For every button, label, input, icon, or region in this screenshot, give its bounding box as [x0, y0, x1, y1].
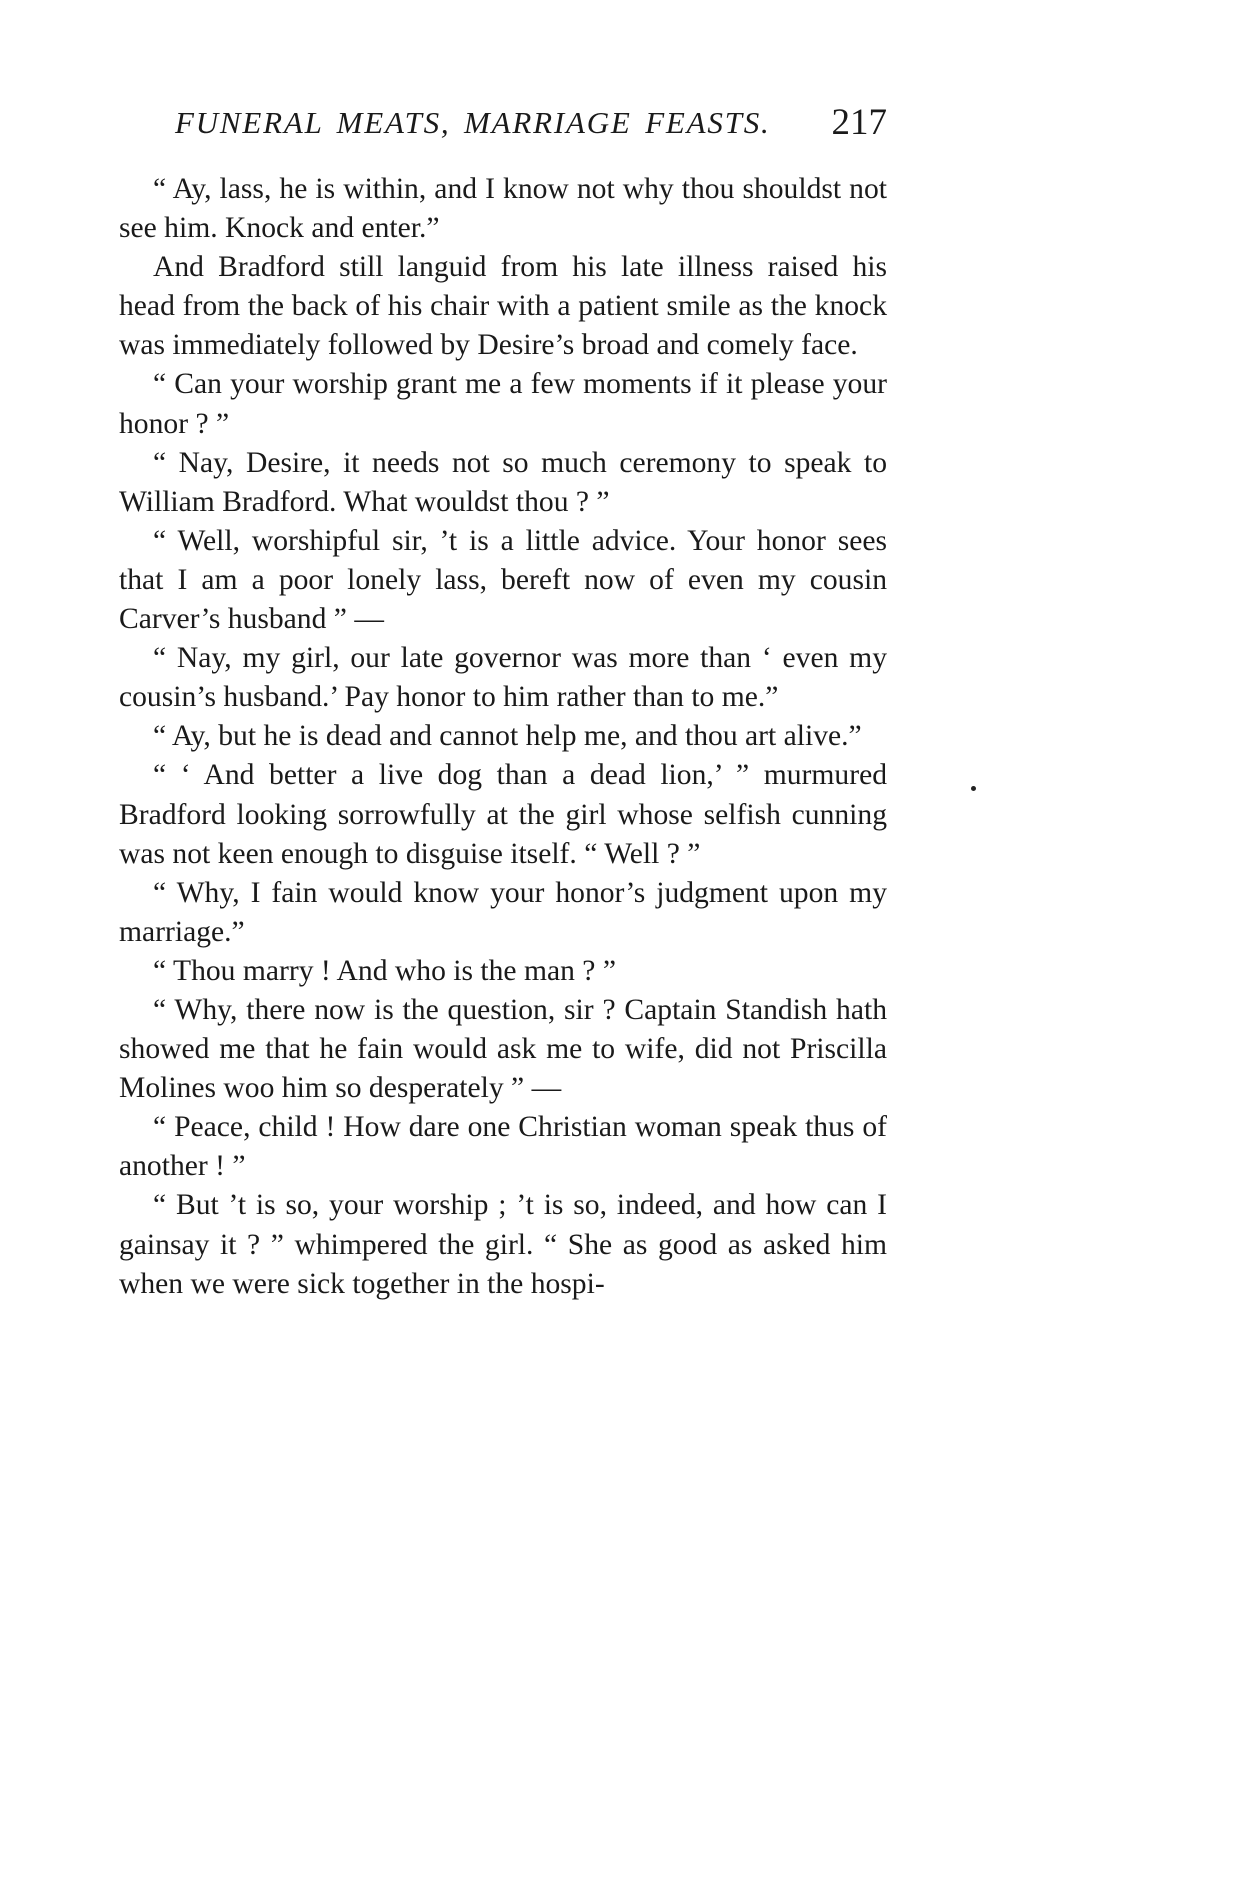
paragraph: “ Can your worship grant me a few moments if it please your honor ? ”	[119, 368, 887, 440]
running-title: FUNERAL MEATS, MARRIAGE FEASTS.	[175, 105, 771, 140]
paragraph: “ Why, there now is the question, sir ? Captain Standish hath showed me that he fain would ask me to wife, did not Priscilla Molines woo him so desperately ” —	[119, 993, 887, 1105]
paragraph: “ Peace, child ! How dare one Christian woman speak thus of another ! ”	[119, 1111, 887, 1183]
paragraph: “ But ’t is so, your worship ; ’t is so, indeed, and how can I gainsay it ? ” whimpered the girl. “ She as good as asked him when we were sick together in the hospi-	[119, 1189, 887, 1300]
paragraph: “ Why, I fain would know your honor’s judgment upon my marriage.”	[119, 876, 887, 948]
paragraph: And Bradford still languid from his late illness raised his head from the back of his chair with a patient smile as the knock was immediately followed by Desire’s broad and comely face.	[119, 251, 887, 362]
paragraph: “ Nay, Desire, it needs not so much ceremony to speak to William Bradford. What wouldst thou ? ”	[119, 446, 887, 518]
page-number: 217	[831, 102, 887, 143]
paragraph: “ Ay, lass, he is within, and I know not why thou shouldst not see him. Knock and enter.”	[119, 173, 887, 245]
paragraph: “ Thou marry ! And who is the man ? ”	[153, 954, 616, 987]
paragraph: “ Well, worshipful sir, ’t is a little advice. Your honor sees that I am a poor lonely lass, bereft now of even my cousin Carver’s husband ” —	[119, 524, 887, 636]
paragraph: “ Ay, but he is dead and cannot help me, and thou art alive.”	[153, 720, 862, 753]
page-body	[119, 170, 887, 1304]
paragraph: “ ‘ And better a live dog than a dead lion,’ ” murmured Bradford looking sorrowfully at the girl whose selfish cunning was not keen enough to disguise itself. “ Well ? ”	[119, 759, 887, 870]
ink-speck	[971, 786, 976, 791]
paragraph: “ Nay, my girl, our late governor was more than ‘ even my cousin’s husband.’ Pay honor to him rather than to me.”	[119, 642, 887, 714]
running-head	[175, 102, 887, 149]
